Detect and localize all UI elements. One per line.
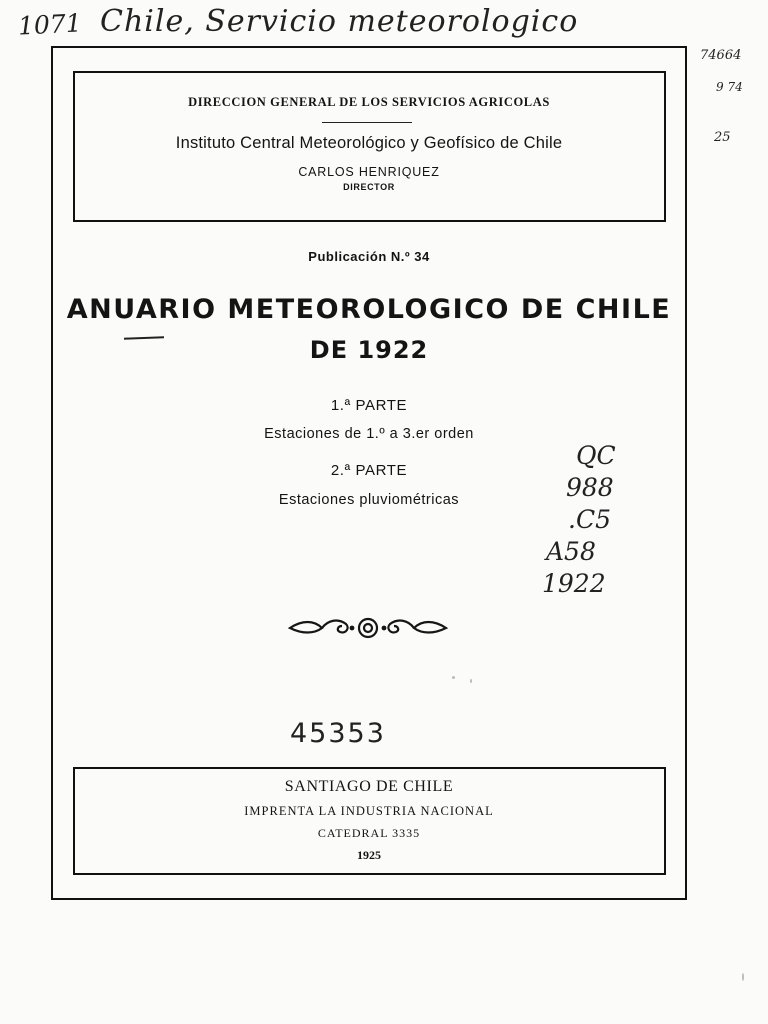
call-number-line: A58 (546, 537, 596, 566)
handwritten-margin-note-3: 25 (714, 130, 731, 145)
publication-number: Publicación N.º 34 (308, 249, 430, 264)
handwritten-accession-number: 45353 (290, 718, 386, 749)
handwritten-call-prefix: 1071 (17, 8, 83, 41)
header-divider (322, 122, 412, 123)
part-2-label: 2.ª PARTE (330, 462, 408, 479)
call-number-line: 1922 (542, 569, 606, 598)
director-name: CARLOS HENRIQUEZ (298, 165, 440, 179)
scan-speck (452, 676, 455, 679)
scan-speck (742, 973, 744, 981)
imprint-press: IMPRENTA LA INDUSTRIA NACIONAL (244, 804, 494, 818)
instituto-name: Instituto Central Meteorológico y Geofísico de Chile (175, 134, 563, 152)
decorative-ornament (288, 614, 448, 642)
handwritten-margin-note-2: 9 74 (716, 80, 743, 94)
handwritten-call-number (532, 440, 642, 600)
document-title-line-1: ANUARIO METEOROLOGICO DE CHILE (66, 294, 672, 325)
handwritten-margin-note-1: 74664 (700, 48, 742, 63)
imprint-city: SANTIAGO DE CHILE (284, 778, 454, 795)
scan-speck (470, 679, 472, 683)
call-number-line: QC (576, 441, 616, 470)
director-role: DIRECTOR (343, 182, 395, 192)
imprint-year: 1925 (357, 848, 381, 862)
imprint-address: CATEDRAL 3335 (317, 826, 421, 840)
call-number-line: 988 (566, 473, 614, 502)
document-title-line-2: DE 1922 (309, 336, 429, 364)
handwritten-title-note: Chile, Servicio meteorologico (100, 4, 579, 39)
call-number-line: .C5 (568, 505, 611, 534)
part-2-description: Estaciones pluviométricas (278, 492, 460, 508)
part-1-label: 1.ª PARTE (330, 397, 408, 414)
part-1-description: Estaciones de 1.º a 3.er orden (264, 426, 474, 442)
direccion-heading: DIRECCION GENERAL DE LOS SERVICIOS AGRICOLAS (188, 95, 550, 109)
